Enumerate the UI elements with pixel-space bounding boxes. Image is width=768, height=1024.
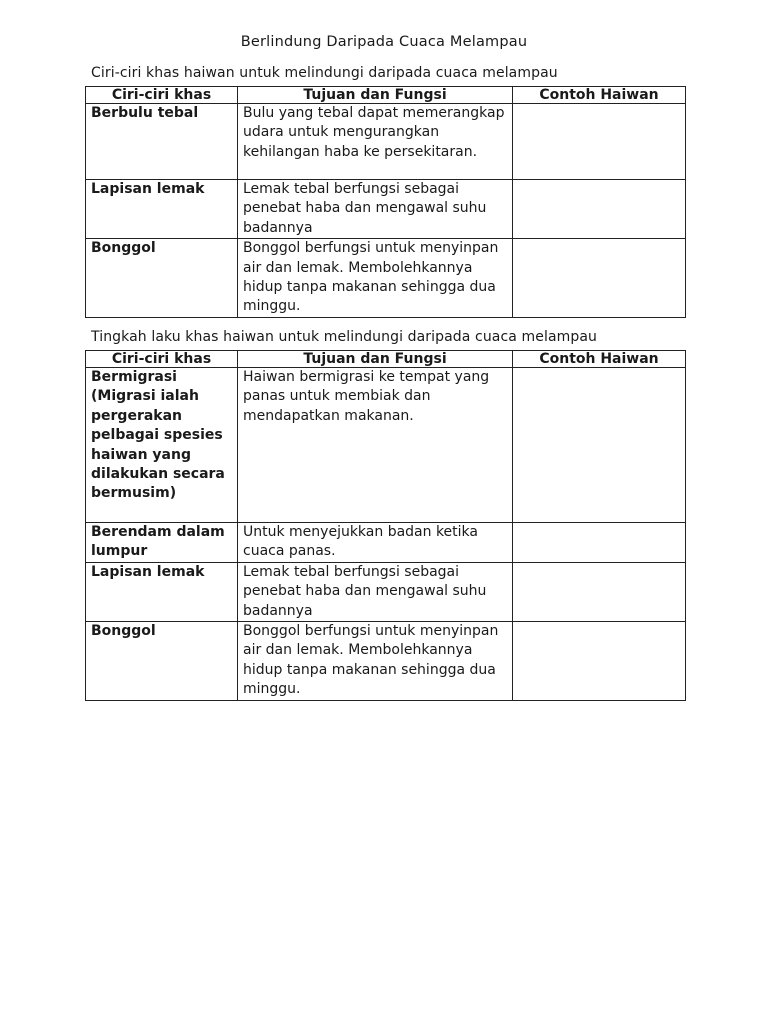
cell-tujuan: Bonggol berfungsi untuk menyinpan air dan lemak. Membolehkannya hidup tanpa makanan sehingga dua minggu. [238, 622, 513, 701]
table-caption-physical: Ciri-ciri khas haiwan untuk melindungi daripada cuaca melampau [91, 65, 558, 81]
cell-contoh[interactable] [513, 180, 686, 239]
cell-contoh[interactable] [513, 104, 686, 180]
cell-tujuan: Lemak tebal berfungsi sebagai penebat haba dan mengawal suhu badannya [238, 180, 513, 239]
table-row [86, 104, 686, 180]
cell-ciri: Lapisan lemak [86, 562, 238, 621]
cell-ciri: Berbulu tebal [86, 104, 238, 180]
cell-ciri: Bermigrasi (Migrasi ialah pergerakan pelbagai spesies haiwan yang dilakukan secara bermusim) [86, 368, 238, 523]
table-row [86, 562, 686, 621]
column-header-tujuan: Tujuan dan Fungsi [238, 351, 513, 368]
cell-tujuan: Lemak tebal berfungsi sebagai penebat haba dan mengawal suhu badannya [238, 562, 513, 621]
column-header-ciri: Ciri-ciri khas [86, 351, 238, 368]
cell-tujuan: Untuk menyejukkan badan ketika cuaca panas. [238, 523, 513, 563]
table-physical-features [85, 86, 686, 318]
table-row [86, 523, 686, 563]
table-header-row [86, 87, 686, 104]
column-header-ciri: Ciri-ciri khas [86, 87, 238, 104]
table-row [86, 180, 686, 239]
page-title: Berlindung Daripada Cuaca Melampau [240, 34, 528, 50]
cell-tujuan: Bulu yang tebal dapat memerangkap udara untuk mengurangkan kehilangan haba ke persekitaran. [238, 104, 513, 180]
cell-contoh[interactable] [513, 562, 686, 621]
table-header-row [86, 351, 686, 368]
cell-contoh[interactable] [513, 368, 686, 523]
table-row [86, 239, 686, 318]
cell-tujuan: Bonggol berfungsi untuk menyinpan air dan lemak. Membolehkannya hidup tanpa makanan sehingga dua minggu. [238, 239, 513, 318]
cell-ciri: Berendam dalam lumpur [86, 523, 238, 563]
column-header-tujuan: Tujuan dan Fungsi [238, 87, 513, 104]
table-row [86, 368, 686, 523]
cell-tujuan: Haiwan bermigrasi ke tempat yang panas untuk membiak dan mendapatkan makanan. [238, 368, 513, 523]
cell-ciri: Bonggol [86, 239, 238, 318]
cell-contoh[interactable] [513, 622, 686, 701]
cell-contoh[interactable] [513, 239, 686, 318]
cell-ciri: Bonggol [86, 622, 238, 701]
table-behaviour-features [85, 350, 686, 701]
table-caption-behaviour: Tingkah laku khas haiwan untuk melindungi daripada cuaca melampau [91, 329, 597, 345]
column-header-contoh: Contoh Haiwan [513, 351, 686, 368]
cell-contoh[interactable] [513, 523, 686, 563]
table-row [86, 622, 686, 701]
column-header-contoh: Contoh Haiwan [513, 87, 686, 104]
cell-ciri: Lapisan lemak [86, 180, 238, 239]
